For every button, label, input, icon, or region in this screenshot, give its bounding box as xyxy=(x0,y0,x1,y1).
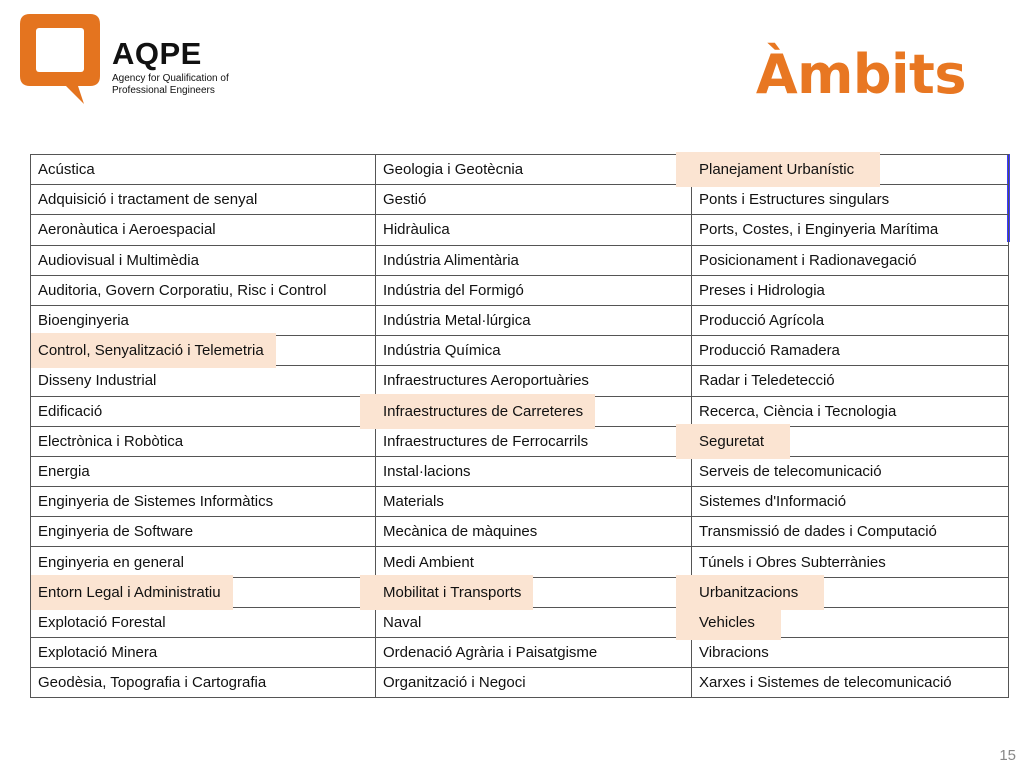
table-cell xyxy=(692,245,1009,275)
table-cell xyxy=(692,305,1009,335)
ambit-label: Edificació xyxy=(38,402,103,420)
ambit-label: Instal·lacions xyxy=(383,462,471,480)
table-cell xyxy=(692,336,1009,366)
table-cell xyxy=(376,305,692,335)
table-row xyxy=(31,456,1009,486)
table-cell xyxy=(376,155,692,185)
ambit-label: Adquisició i tractament de senyal xyxy=(38,191,258,209)
ambit-label: Radar i Teledetecció xyxy=(699,372,835,390)
page-title: Àmbits xyxy=(755,43,966,106)
table-cell xyxy=(692,155,1009,185)
ambit-label: Transmissió de dades i Computació xyxy=(699,523,937,541)
table-cell xyxy=(31,275,376,305)
ambit-label: Geodèsia, Topografia i Cartografia xyxy=(38,674,267,692)
table-cell xyxy=(31,185,376,215)
ambit-label: Disseny Industrial xyxy=(38,372,157,390)
ambit-label: Gestió xyxy=(383,191,427,209)
table-row xyxy=(31,547,1009,577)
table-cell xyxy=(376,517,692,547)
table-cell xyxy=(692,547,1009,577)
table-cell xyxy=(376,245,692,275)
table-row xyxy=(31,185,1009,215)
table-cell xyxy=(376,275,692,305)
ambit-label: Ports, Costes, i Enginyeria Marítima xyxy=(699,221,939,239)
ambit-label: Vibracions xyxy=(699,644,769,662)
table-cell xyxy=(376,366,692,396)
table-cell xyxy=(31,366,376,396)
ambit-label: Naval xyxy=(383,613,422,631)
ambits-table xyxy=(30,154,1009,698)
table-cell xyxy=(31,577,376,607)
table-row xyxy=(31,577,1009,607)
table-cell xyxy=(31,607,376,637)
ambit-label: Explotació Minera xyxy=(38,644,158,662)
table-cell xyxy=(376,426,692,456)
table-row xyxy=(31,607,1009,637)
table-row xyxy=(31,275,1009,305)
table-row xyxy=(31,305,1009,335)
table-cell xyxy=(692,607,1009,637)
ambit-label: Mecànica de màquines xyxy=(383,523,538,541)
table-row xyxy=(31,517,1009,547)
table-cell xyxy=(31,336,376,366)
table-cell xyxy=(31,456,376,486)
ambit-label: Electrònica i Robòtica xyxy=(38,432,184,450)
ambit-label: Medi Ambient xyxy=(383,553,474,571)
table-cell xyxy=(31,245,376,275)
ambit-label: Recerca, Ciència i Tecnologia xyxy=(699,402,897,420)
table-cell xyxy=(692,487,1009,517)
table-cell xyxy=(31,547,376,577)
table-row xyxy=(31,245,1009,275)
table-cell xyxy=(376,185,692,215)
table-row xyxy=(31,336,1009,366)
ambits-table-body xyxy=(31,155,1009,698)
ambit-label: Infraestructures de Carreteres xyxy=(383,402,584,420)
ambit-label: Seguretat xyxy=(699,432,765,450)
ambit-label: Enginyeria en general xyxy=(38,553,184,571)
table-cell xyxy=(692,215,1009,245)
ambit-label: Indústria Alimentària xyxy=(383,251,519,269)
ambit-label: Indústria Química xyxy=(383,342,501,360)
ambit-label: Bioenginyeria xyxy=(38,312,129,330)
ambit-label: Auditoria, Govern Corporatiu, Risc i Control xyxy=(38,281,327,299)
table-row xyxy=(31,487,1009,517)
table-cell xyxy=(376,607,692,637)
table-cell xyxy=(692,275,1009,305)
ambit-label: Audiovisual i Multimèdia xyxy=(38,251,199,269)
table-cell xyxy=(376,577,692,607)
table-cell xyxy=(692,456,1009,486)
table-row xyxy=(31,155,1009,185)
ambit-label: Entorn Legal i Administratiu xyxy=(38,583,221,601)
table-cell xyxy=(376,638,692,668)
ambit-label: Acústica xyxy=(38,161,95,179)
ambit-label: Explotació Forestal xyxy=(38,613,166,631)
table-cell xyxy=(31,668,376,698)
ambit-label: Infraestructures Aeroportuàries xyxy=(383,372,589,390)
ambit-label: Geologia i Geotècnia xyxy=(383,161,524,179)
table-cell xyxy=(31,487,376,517)
ambit-label: Producció Agrícola xyxy=(699,312,825,330)
table-cell xyxy=(692,426,1009,456)
ambit-label: Indústria Metal·lúrgica xyxy=(383,312,531,330)
ambit-label: Túnels i Obres Subterrànies xyxy=(699,553,886,571)
ambit-label: Hidràulica xyxy=(383,221,450,239)
ambit-label: Urbanitzacions xyxy=(699,583,799,601)
ambit-label: Control, Senyalització i Telemetria xyxy=(38,342,264,360)
ambit-label: Energia xyxy=(38,462,90,480)
table-cell xyxy=(376,456,692,486)
ambit-label: Enginyeria de Sistemes Informàtics xyxy=(38,493,274,511)
ambit-label: Planejament Urbanístic xyxy=(699,161,855,179)
ambit-label: Organització i Negoci xyxy=(383,674,526,692)
logo-q-icon xyxy=(18,12,108,110)
table-cell xyxy=(376,215,692,245)
table-cell xyxy=(376,336,692,366)
ambits-table-container xyxy=(30,154,1008,698)
ambit-label: Infraestructures de Ferrocarrils xyxy=(383,432,589,450)
ambit-label: Aeronàutica i Aeroespacial xyxy=(38,221,216,239)
ambit-label: Xarxes i Sistemes de telecomunicació xyxy=(699,674,952,692)
ambit-label: Producció Ramadera xyxy=(699,342,840,360)
ambit-label: Preses i Hidrologia xyxy=(699,281,825,299)
table-row xyxy=(31,215,1009,245)
ambit-label: Materials xyxy=(383,493,444,511)
table-cell xyxy=(692,638,1009,668)
logo-name: AQPE xyxy=(112,36,202,71)
table-cell xyxy=(31,426,376,456)
table-row xyxy=(31,668,1009,698)
table-cell xyxy=(692,366,1009,396)
table-cell xyxy=(376,547,692,577)
table-cell xyxy=(376,487,692,517)
ambit-label: Mobilitat i Transports xyxy=(383,583,522,601)
table-row xyxy=(31,366,1009,396)
table-cell xyxy=(692,577,1009,607)
table-cell xyxy=(31,155,376,185)
table-cell xyxy=(692,396,1009,426)
ambit-label: Indústria del Formigó xyxy=(383,281,524,299)
page-number: 15 xyxy=(999,747,1016,764)
table-row xyxy=(31,426,1009,456)
table-cell xyxy=(692,185,1009,215)
table-cell xyxy=(376,668,692,698)
ambit-label: Vehicles xyxy=(699,613,755,631)
ambit-label: Enginyeria de Software xyxy=(38,523,194,541)
ambit-label: Ponts i Estructures singulars xyxy=(699,191,890,209)
table-cell xyxy=(31,215,376,245)
table-cell xyxy=(31,638,376,668)
table-row xyxy=(31,638,1009,668)
table-cell xyxy=(31,517,376,547)
aqpe-logo xyxy=(18,12,248,110)
ambit-label: Sistemes d'Informació xyxy=(699,493,847,511)
table-cell xyxy=(31,396,376,426)
logo-subtitle: Agency for Qualification of Professional Engineers xyxy=(112,73,229,96)
ambit-label: Ordenació Agrària i Paisatgisme xyxy=(383,644,598,662)
table-row xyxy=(31,396,1009,426)
table-cell xyxy=(692,668,1009,698)
table-cell xyxy=(376,396,692,426)
ambit-label: Serveis de telecomunicació xyxy=(699,462,882,480)
table-cell xyxy=(692,517,1009,547)
ambit-label: Posicionament i Radionavegació xyxy=(699,251,917,269)
table-cell xyxy=(31,305,376,335)
